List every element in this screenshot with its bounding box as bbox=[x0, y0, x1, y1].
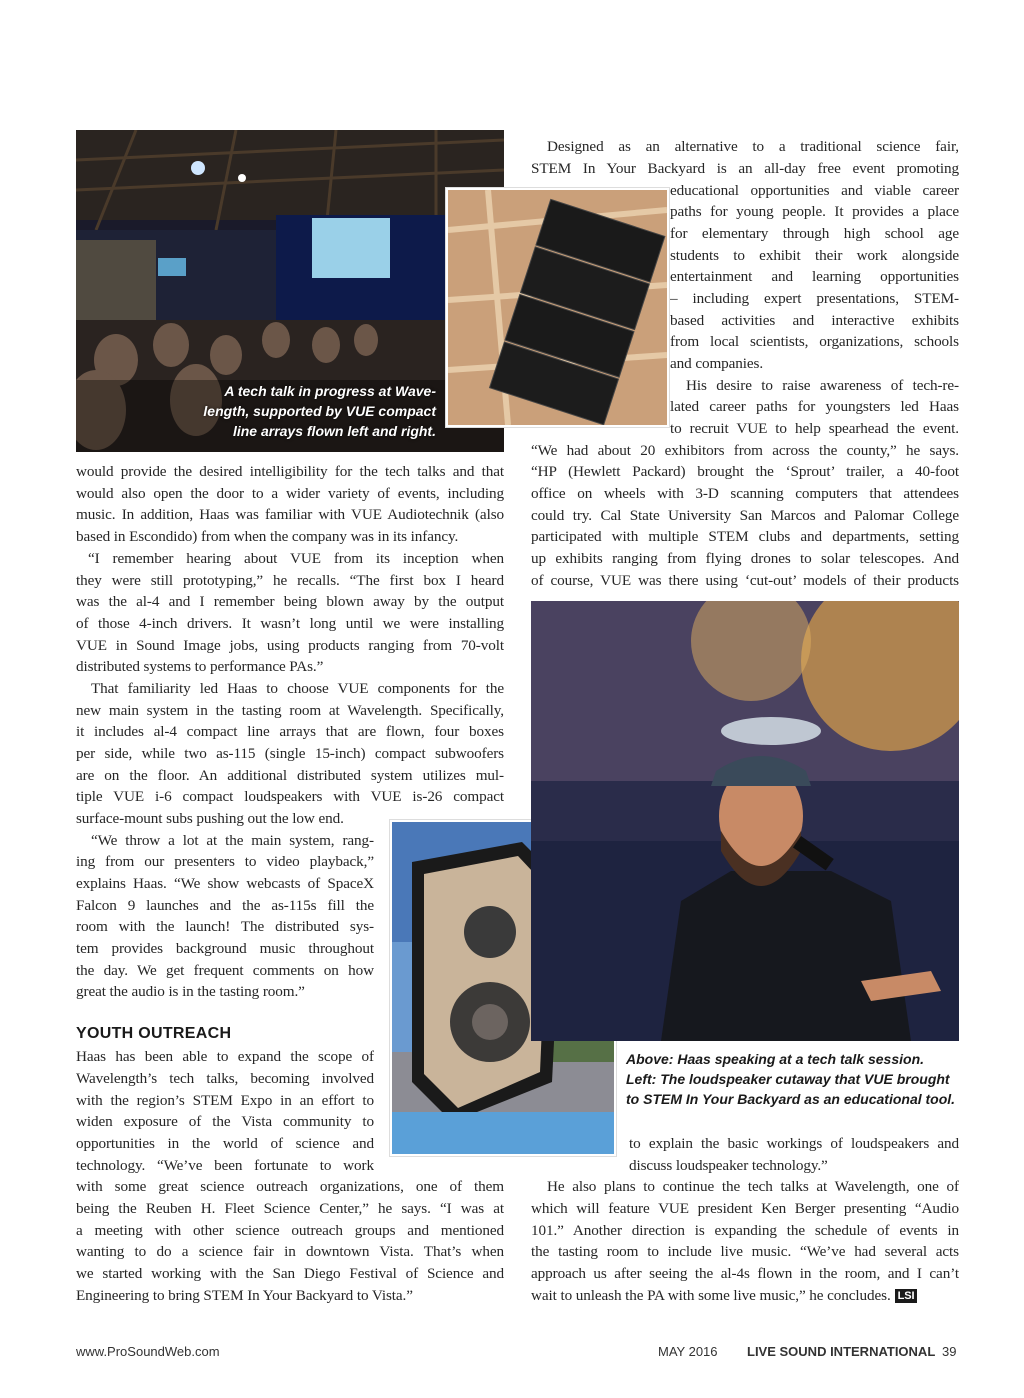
body-line: “We had about 20 exhibitors from across the county,” he says. bbox=[531, 442, 959, 459]
body-line: could try. Cal State University San Marcos and Palomar College bbox=[531, 507, 959, 524]
body-line: surface-mount subs pushing out the low end. bbox=[76, 810, 344, 827]
tech-talk-caption: A tech talk in progress at Wave- length, supported by VUE compact line arrays flown left and right. bbox=[203, 383, 436, 439]
body-line: with some great science outreach organizations, one of them bbox=[76, 1178, 504, 1195]
body-line: new main system in the tasting room at Wavelength. Specifically, bbox=[76, 702, 504, 719]
body-line: educational opportunities and viable career bbox=[670, 182, 959, 199]
body-line: discuss loudspeaker technology.” bbox=[629, 1157, 828, 1174]
body-line: Haas has been able to expand the scope of bbox=[76, 1048, 374, 1065]
lsi-end-mark: LSI bbox=[895, 1289, 918, 1303]
body-line: they were still prototyping,” he recalls. “The first box I heard bbox=[76, 572, 504, 589]
body-line: it includes al-4 compact line arrays that are flown, four boxes bbox=[76, 723, 504, 740]
body-line: His desire to raise awareness of tech-re- bbox=[686, 377, 959, 394]
body-line: with the region’s STEM Expo in an effort to bbox=[76, 1092, 374, 1109]
body-line: of course, VUE was there using ‘cut-out’ models of their products bbox=[531, 572, 959, 589]
footer-issue: MAY 2016 bbox=[658, 1344, 718, 1359]
body-line: “HP (Hewlett Packard) brought the ‘Sprout’ trailer, a 40-foot bbox=[531, 463, 959, 480]
body-line: wanting to do a science fair in downtown Vista. That’s when bbox=[76, 1243, 504, 1260]
body-line-last bbox=[531, 1285, 961, 1307]
body-line: explains Haas. “We show webcasts of SpaceX bbox=[76, 875, 374, 892]
body-line: ing from our presenters to video playback,” bbox=[76, 853, 374, 870]
body-line: “We throw a lot at the main system, rang- bbox=[91, 832, 374, 849]
body-line: the tasting room to include live music. “We’ve had several acts bbox=[531, 1243, 959, 1260]
body-line: STEM In Your Backyard is an all-day free event promoting bbox=[531, 160, 959, 177]
body-line: to recruit VUE to help spearhead the event. bbox=[670, 420, 959, 437]
body-line: distributed systems to performance PAs.” bbox=[76, 658, 324, 675]
body-line: tiple VUE i-6 compact loudspeakers with VUE is-26 compact bbox=[76, 788, 504, 805]
body-line: participated with multiple STEM clubs and departments, setting bbox=[531, 528, 959, 545]
body-line: from local scientists, organizations, schools bbox=[670, 333, 959, 350]
footer-website[interactable]: www.ProSoundWeb.com bbox=[76, 1344, 220, 1359]
body-line: That familiarity led Haas to choose VUE components for the bbox=[91, 680, 504, 697]
body-line: “I remember hearing about VUE from its inception when bbox=[88, 550, 504, 567]
line-array-photo bbox=[446, 188, 669, 427]
body-line: music. In addition, Haas was familiar with VUE Audiotechnik (also bbox=[76, 506, 504, 523]
body-line: of those 4-inch drivers. It wasn’t long until we were installing bbox=[76, 615, 504, 632]
body-line: approach us after seeing the al-4s flown in the room, and I can’t bbox=[531, 1265, 959, 1282]
body-line: entertainment and learning opportunities bbox=[670, 268, 959, 285]
body-line: great the audio is in the tasting room.” bbox=[76, 983, 305, 1000]
body-line: technology. “We’ve been fortunate to work bbox=[76, 1157, 374, 1174]
body-line: are on the floor. An additional distributed system utilizes mul- bbox=[76, 767, 504, 784]
body-line: to explain the basic workings of loudspeakers and bbox=[629, 1135, 959, 1152]
footer-page-number: 39 bbox=[942, 1344, 957, 1359]
closing-sentence: wait to unleash the PA with some live music,” he concludes. bbox=[531, 1287, 891, 1304]
body-line: Engineering to bring STEM In Your Backyard to Vista.” bbox=[76, 1287, 413, 1304]
body-line: Wavelength’s tech talks, becoming involved bbox=[76, 1070, 374, 1087]
body-line: paths for young people. It provides a place bbox=[670, 203, 959, 220]
body-line: tem provides background music throughout bbox=[76, 940, 374, 957]
body-line: room with the launch! The distributed sys- bbox=[76, 918, 374, 935]
body-line: would provide the desired intelligibility for the tech talks and that bbox=[76, 463, 504, 480]
body-line: based in Escondido) from when the company was in its infancy. bbox=[76, 528, 459, 545]
body-line: would also open the door to a wider variety of events, including bbox=[76, 485, 504, 502]
body-line: for elementary through high school age bbox=[670, 225, 959, 242]
body-line: lated career paths for youngsters led Haas bbox=[670, 398, 959, 415]
body-line: the day. We get frequent comments on how bbox=[76, 962, 374, 979]
body-line: and companies. bbox=[670, 355, 764, 372]
body-line: He also plans to continue the tech talks at Wavelength, one of bbox=[547, 1178, 959, 1195]
body-line: up exhibits ranging from flying drones to solar telescopes. And bbox=[531, 550, 959, 567]
haas-speaking-photo bbox=[531, 601, 959, 1041]
body-line: opportunities in the world of science and bbox=[76, 1135, 374, 1152]
haas-caption: Above: Haas speaking at a tech talk session. Left: The loudspeaker cutaway that VUE brought to STEM In Your Backyard as an educational tool. bbox=[626, 1051, 956, 1107]
body-line: students to exhibit their work alongside bbox=[670, 247, 959, 264]
section-heading: YOUTH OUTREACH bbox=[76, 1025, 232, 1042]
body-line: Designed as an alternative to a traditional science fair, bbox=[547, 138, 959, 155]
body-line: was the al-4 and I remember being blown away by the output bbox=[76, 593, 504, 610]
body-line: per side, while two as-115 (single 15-inch) compact subwoofers bbox=[76, 745, 504, 762]
body-line: being the Reuben H. Fleet Science Center,” he says. “I was at bbox=[76, 1200, 504, 1217]
body-line: 101.” Another direction is expanding the schedule of events in bbox=[531, 1222, 959, 1239]
body-line: based activities and interactive exhibits bbox=[670, 312, 959, 329]
body-line: we started working with the San Diego Festival of Science and bbox=[76, 1265, 504, 1282]
body-line: – including expert presentations, STEM- bbox=[670, 290, 959, 307]
body-line: Falcon 9 launches and the as-115s fill the bbox=[76, 897, 374, 914]
body-line: a meeting with other science outreach groups and mentioned bbox=[76, 1222, 504, 1239]
footer-magazine: LIVE SOUND INTERNATIONAL bbox=[747, 1344, 936, 1359]
body-line: office on wheels with 3-D scanning computers that attendees bbox=[531, 485, 959, 502]
body-line: which will feature VUE president Ken Berger presenting “Audio bbox=[531, 1200, 959, 1217]
body-line: VUE in Sound Image jobs, using products ranging from 70-volt bbox=[76, 637, 504, 654]
body-line: widen exposure of the Vista community to bbox=[76, 1113, 374, 1130]
